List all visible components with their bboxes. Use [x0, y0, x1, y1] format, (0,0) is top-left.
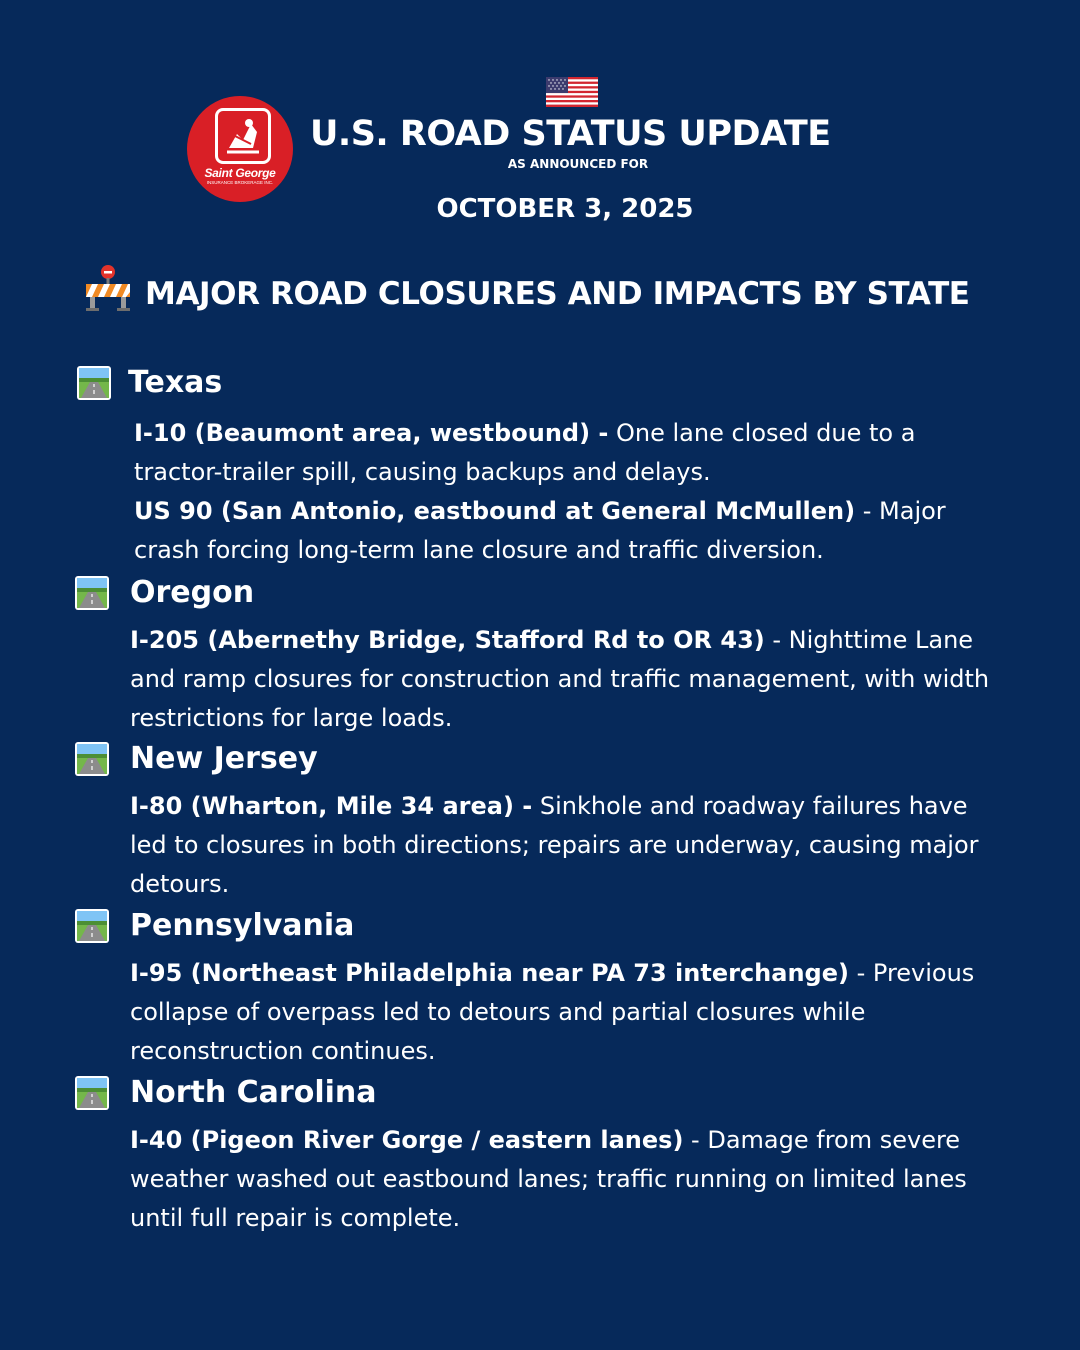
route-label: I-95 (Northeast Philadelphia near PA 73 interchange) — [130, 959, 849, 987]
route-label: I-80 (Wharton, Mile 34 area) - — [130, 792, 533, 820]
closure-entry — [130, 787, 1000, 904]
state-name-texas: Texas — [128, 365, 223, 400]
closure-list-oregon — [130, 621, 1000, 738]
motorway-icon — [77, 366, 111, 400]
logo-sub-text: INSURANCE BROKERAGE INC. — [206, 180, 274, 185]
closure-text: - Nighttime Lane and ramp closures for construction and traffic management, with width restrictions for large loads. — [130, 626, 990, 732]
state-name-pennsylvania: Pennsylvania — [130, 908, 355, 943]
route-label: I-205 (Abernethy Bridge, Stafford Rd to OR 43) — [130, 626, 765, 654]
route-label: I-10 (Beaumont area, westbound) - — [134, 419, 609, 447]
motorway-icon — [75, 1076, 109, 1110]
logo-brand-text: Saint George — [204, 166, 276, 180]
logo-emblem-icon — [215, 108, 271, 164]
closure-text: - Major crash forcing long-term lane closure and traffic diversion. — [134, 497, 946, 564]
closure-list-new-jersey — [130, 787, 1000, 904]
state-name-oregon: Oregon — [130, 575, 255, 610]
closure-entry — [130, 954, 1000, 1071]
closure-list-texas — [134, 414, 1004, 570]
closure-text: Sinkhole and roadway failures have led to closures in both directions; repairs are underway, causing major detours. — [130, 792, 979, 898]
company-logo — [187, 96, 293, 202]
route-label: I-40 (Pigeon River Gorge / eastern lanes) — [130, 1126, 684, 1154]
closure-entry — [134, 414, 1004, 492]
motorway-icon — [75, 576, 109, 610]
page-subtitle: AS ANNOUNCED FOR — [507, 157, 649, 171]
motorway-icon — [75, 909, 109, 943]
state-name-north-carolina: North Carolina — [130, 1075, 377, 1110]
state-name-new-jersey: New Jersey — [130, 741, 318, 776]
closure-text: - Previous collapse of overpass led to detours and partial closures while reconstruction continues. — [130, 959, 975, 1065]
route-label: US 90 (San Antonio, eastbound at General McMullen) — [134, 497, 856, 525]
us-flag-icon — [546, 77, 598, 107]
closure-text: - Damage from severe weather washed out eastbound lanes; traffic running on limited lanes until full repair is complete. — [130, 1126, 967, 1232]
motorway-icon — [75, 742, 109, 776]
closure-text: One lane closed due to a tractor-trailer spill, causing backups and delays. — [134, 419, 916, 486]
closure-entry — [134, 492, 1004, 570]
roadblock-icon — [83, 264, 133, 312]
section-heading: MAJOR ROAD CLOSURES AND IMPACTS BY STATE — [145, 276, 970, 312]
page-title: U.S. ROAD STATUS UPDATE — [310, 114, 831, 154]
closure-list-north-carolina — [130, 1121, 1000, 1238]
closure-list-pennsylvania — [130, 954, 1000, 1071]
closure-entry — [130, 1121, 1000, 1238]
announcement-date: OCTOBER 3, 2025 — [436, 194, 694, 224]
closure-entry — [130, 621, 1000, 738]
